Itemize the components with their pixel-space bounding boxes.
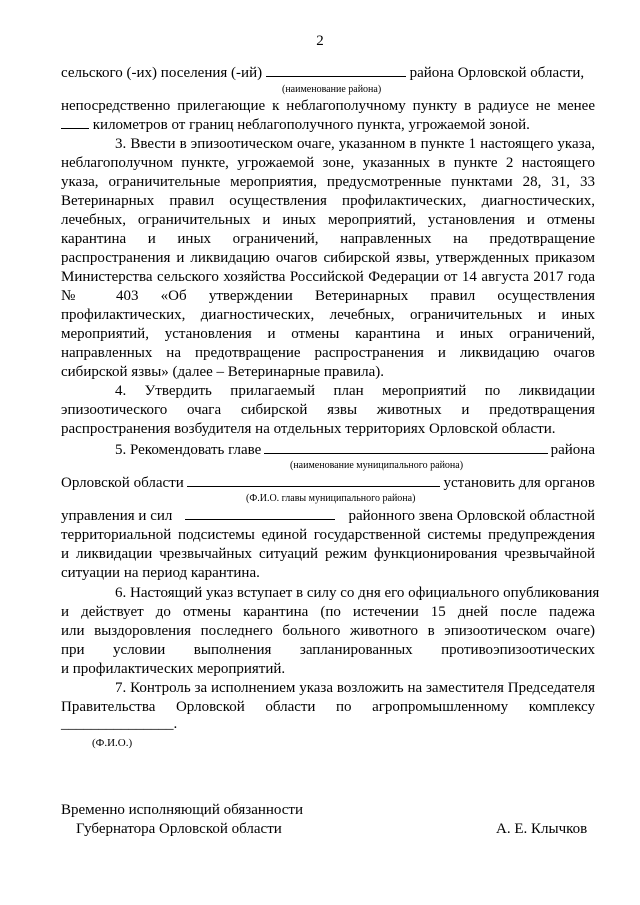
text-line: километров от границ неблагополучного пункта, угрожаемой зоной. (61, 116, 595, 135)
text-line: указа, ограничительные мероприятия, предусмотренные пунктами 28, 31, 33 (61, 174, 595, 190)
caption: (наименование района) (282, 84, 382, 95)
text-line: направленных на предотвращение распространения и ликвидацию очагов (61, 345, 595, 361)
text-line: лечебных, ограничительных и иных мероприятий, установления и отмены (61, 212, 595, 228)
blank-underline (266, 64, 406, 77)
text-line: № 403 «Об утверждении Ветеринарных правил осуществления (61, 288, 595, 304)
text-line: мероприятий, установления и отмены карантина и иных ограничений, (61, 326, 595, 342)
blank-underline (187, 474, 441, 487)
text-line: или выздоровления последнего больного животного в эпизоотическом очаге) (61, 623, 595, 639)
text-line: распространения возбудителя на отдельных территориях Орловской области. (61, 421, 556, 437)
text-line: непосредственно прилегающие к неблагополучному пункту в радиусе не менее (61, 98, 595, 114)
signatory-position: Губернатора Орловской области (76, 821, 282, 837)
text-line: 3. Ввести в эпизоотическом очаге, указанном в пункте 1 настоящего указа, (115, 136, 595, 152)
blank-underline (61, 116, 89, 129)
text-line: Орловской области установить для органов (61, 475, 595, 491)
caption: (Ф.И.О. главы муниципального района) (246, 493, 416, 504)
caption: (наименование муниципального района) (290, 460, 464, 471)
caption: (Ф.И.О.) (92, 737, 133, 749)
text-line: 5. Рекомендовать главе района (115, 442, 595, 458)
signatory-name: А. Е. Клычков (496, 821, 588, 837)
text-line: сельского (-их) поселения (-ий) района Орловской области, (61, 65, 585, 81)
text-line: распространения и ликвидацию очагов сибирской язвы, утвержденных приказом (61, 250, 595, 266)
text-line: и ликвидации чрезвычайных ситуаций режим функционирования чрезвычайной (61, 546, 595, 562)
text-line: и профилактических мероприятий. (61, 661, 286, 677)
text-line: территориальной подсистемы единой государственной системы предупреждения (61, 527, 595, 543)
text-line: 6. Настоящий указ вступает в силу со дня его официального опубликования (115, 585, 600, 601)
text-line: 7. Контроль за исполнением указа возложить на заместителя Председателя (115, 680, 595, 696)
page-number: 2 (316, 33, 324, 49)
text-line: и действует до отмены карантина (по истечении 15 дней после падежа (61, 604, 595, 620)
signatory-position: Временно исполняющий обязанности (61, 802, 304, 818)
text-line: при условии выполнения запланированных противоэпизоотических (61, 642, 595, 658)
text-line: эпизоотического очага сибирской язвы животных и предотвращения (61, 402, 595, 418)
text-line: _______________. (61, 716, 178, 732)
text-line: неблагополучном пункте, угрожаемой зоне, указанных в пункте 2 настоящего (61, 155, 595, 171)
text-line: управления и сил районного звена Орловской областной (61, 508, 595, 524)
text-line: карантина и иных ограничений, направленных на предотвращение (61, 231, 595, 247)
text-line: Министерства сельского хозяйства Российской Федерации от 14 августа 2017 года (61, 269, 595, 285)
blank-underline (264, 441, 547, 454)
text-line: 4. Утвердить прилагаемый план мероприятий по ликвидации (115, 383, 595, 399)
text-line: сибирской язвы» (далее – Ветеринарные правила). (61, 364, 385, 380)
text-line: профилактических, диагностических, лечебных, ограничительных и иных (61, 307, 595, 323)
text-line: Правительства Орловской области по агропромышленному комплексу (61, 699, 595, 715)
text-line: ситуации на период карантина. (61, 565, 260, 581)
blank-underline (185, 507, 335, 520)
text-line: Ветеринарных правил осуществления профилактических, диагностических, (61, 193, 595, 209)
